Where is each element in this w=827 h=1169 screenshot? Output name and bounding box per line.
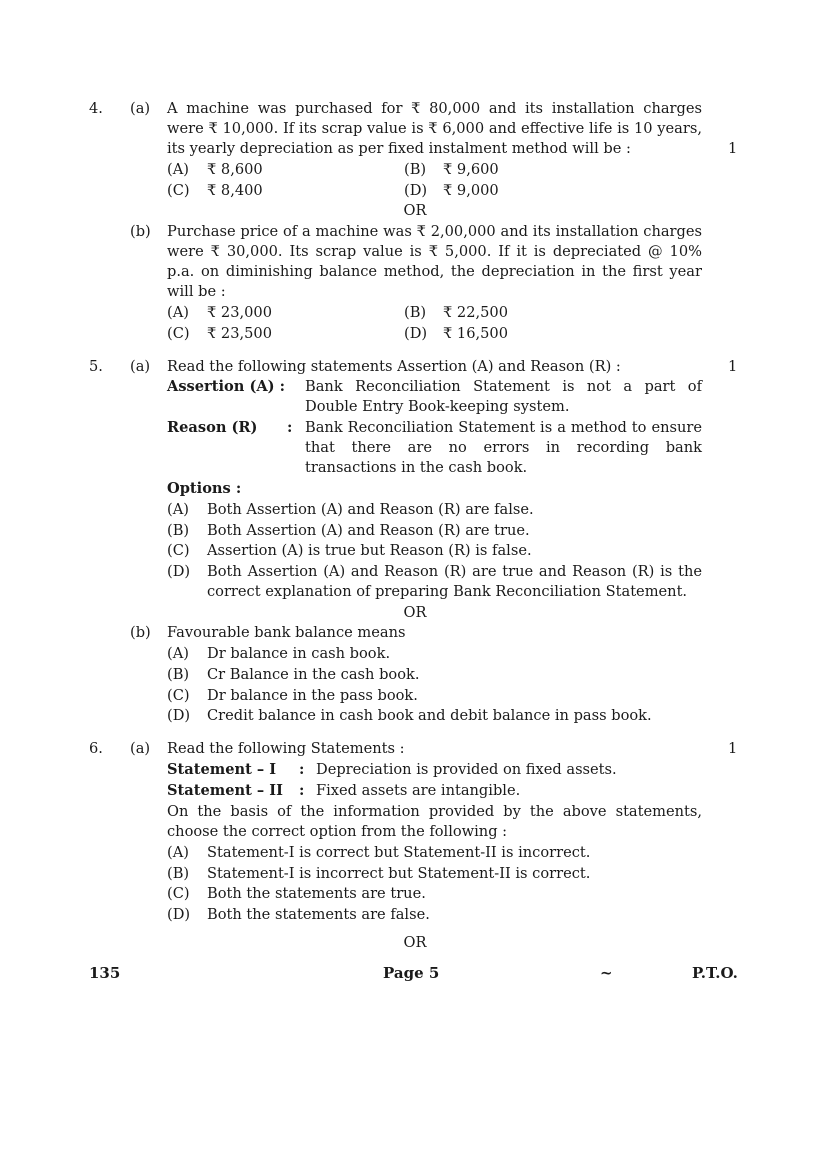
- option-text: Both the statements are false.: [207, 906, 430, 923]
- option-key: (D): [404, 182, 428, 199]
- option-key: (B): [167, 865, 190, 882]
- option-text: Both Assertion (A) and Reason (R) are false.: [207, 501, 534, 518]
- option-key: (B): [404, 161, 427, 178]
- reason-colon: :: [287, 419, 293, 436]
- option-text: Statement-I is correct but Statement-II is incorrect.: [207, 844, 591, 861]
- option-text: ₹ 8,600: [207, 161, 263, 178]
- or-separator: OR: [403, 934, 427, 951]
- page-number: Page 5: [383, 964, 440, 982]
- option-key: (A): [167, 645, 189, 662]
- statement-2-label: Statement – II: [167, 782, 283, 799]
- pto-mark: P.T.O.: [692, 964, 738, 982]
- question-number: 6.: [89, 740, 103, 757]
- option-text: Assertion (A) is true but Reason (R) is false.: [207, 542, 532, 559]
- option-text: Both the statements are true.: [207, 885, 426, 902]
- assertion-text: Bank Reconciliation Statement is not a part of Double Entry Book-keeping system.: [305, 378, 702, 415]
- option-key: (D): [167, 563, 191, 580]
- option-key: (D): [404, 325, 428, 342]
- option-key: (B): [404, 304, 427, 321]
- option-key: (C): [167, 687, 190, 704]
- option-text: Cr Balance in the cash book.: [207, 666, 420, 683]
- question-number: 4.: [89, 100, 103, 117]
- paper-code: 135: [89, 964, 121, 982]
- marks: 1: [728, 740, 738, 757]
- options-heading: Options :: [167, 480, 242, 497]
- option-text: ₹ 16,500: [443, 325, 508, 342]
- option-key: (B): [167, 522, 190, 539]
- option-text: ₹ 22,500: [443, 304, 508, 321]
- subquestion-label: (a): [130, 358, 151, 375]
- option-text: ₹ 23,000: [207, 304, 272, 321]
- option-text: ₹ 23,500: [207, 325, 272, 342]
- option-key: (C): [167, 182, 190, 199]
- reason-text: Bank Reconciliation Statement is a method to ensure that there are no errors in recording bank transactions in the cash book.: [305, 419, 702, 476]
- or-separator: OR: [403, 202, 427, 219]
- question-number: 5.: [89, 358, 103, 375]
- option-key: (A): [167, 501, 189, 518]
- option-text: Statement-I is incorrect but Statement-II is correct.: [207, 865, 591, 882]
- option-key: (C): [167, 325, 190, 342]
- tilde-mark: ~: [600, 964, 613, 982]
- option-text: Dr balance in cash book.: [207, 645, 391, 662]
- option-text: Dr balance in the pass book.: [207, 687, 418, 704]
- question-text: Favourable bank balance means: [167, 624, 406, 641]
- option-text: ₹ 9,000: [443, 182, 499, 199]
- subquestion-label: (b): [130, 624, 151, 641]
- option-key: (C): [167, 885, 190, 902]
- option-text: ₹ 9,600: [443, 161, 499, 178]
- assertion-label: Assertion (A) :: [167, 378, 286, 395]
- option-key: (A): [167, 304, 189, 321]
- reason-label: Reason (R): [167, 419, 258, 436]
- option-key: (D): [167, 707, 191, 724]
- statement-1-colon: :: [299, 761, 305, 778]
- option-key: (A): [167, 161, 189, 178]
- subquestion-label: (a): [130, 740, 151, 757]
- marks: 1: [728, 140, 738, 157]
- question-text: Read the following Statements :: [167, 740, 405, 757]
- option-text: Both Assertion (A) and Reason (R) are true and Reason (R) is the correct explanation of preparing Bank Reconciliation Statement.: [207, 563, 702, 600]
- statement-2-colon: :: [299, 782, 305, 799]
- marks: 1: [728, 358, 738, 375]
- statement-1-text: Depreciation is provided on fixed assets.: [316, 761, 617, 778]
- option-key: (B): [167, 666, 190, 683]
- question-text: Read the following statements Assertion (A) and Reason (R) :: [167, 358, 621, 375]
- option-key: (D): [167, 906, 191, 923]
- question-text: A machine was purchased for ₹ 80,000 and its installation charges were ₹ 10,000. If its scrap value is ₹ 6,000 and effective life is 10 years, its yearly depreciation as per fixed instalment method will be :: [167, 100, 702, 157]
- subquestion-label: (a): [130, 100, 151, 117]
- statement-1-label: Statement – I: [167, 761, 277, 778]
- instruction-text: On the basis of the information provided by the above statements, choose the correct option from the following :: [167, 803, 702, 840]
- question-text: Purchase price of a machine was ₹ 2,00,000 and its installation charges were ₹ 30,000. Its scrap value is ₹ 5,000. If it is depreciated @ 10% p.a. on diminishing balance method, the depreciation in the first year will be :: [167, 223, 702, 300]
- or-separator: OR: [403, 604, 427, 621]
- option-text: Credit balance in cash book and debit balance in pass book.: [207, 707, 652, 724]
- option-text: Both Assertion (A) and Reason (R) are true.: [207, 522, 530, 539]
- statement-2-text: Fixed assets are intangible.: [316, 782, 521, 799]
- subquestion-label: (b): [130, 223, 151, 240]
- option-text: ₹ 8,400: [207, 182, 263, 199]
- option-key: (C): [167, 542, 190, 559]
- option-key: (A): [167, 844, 189, 861]
